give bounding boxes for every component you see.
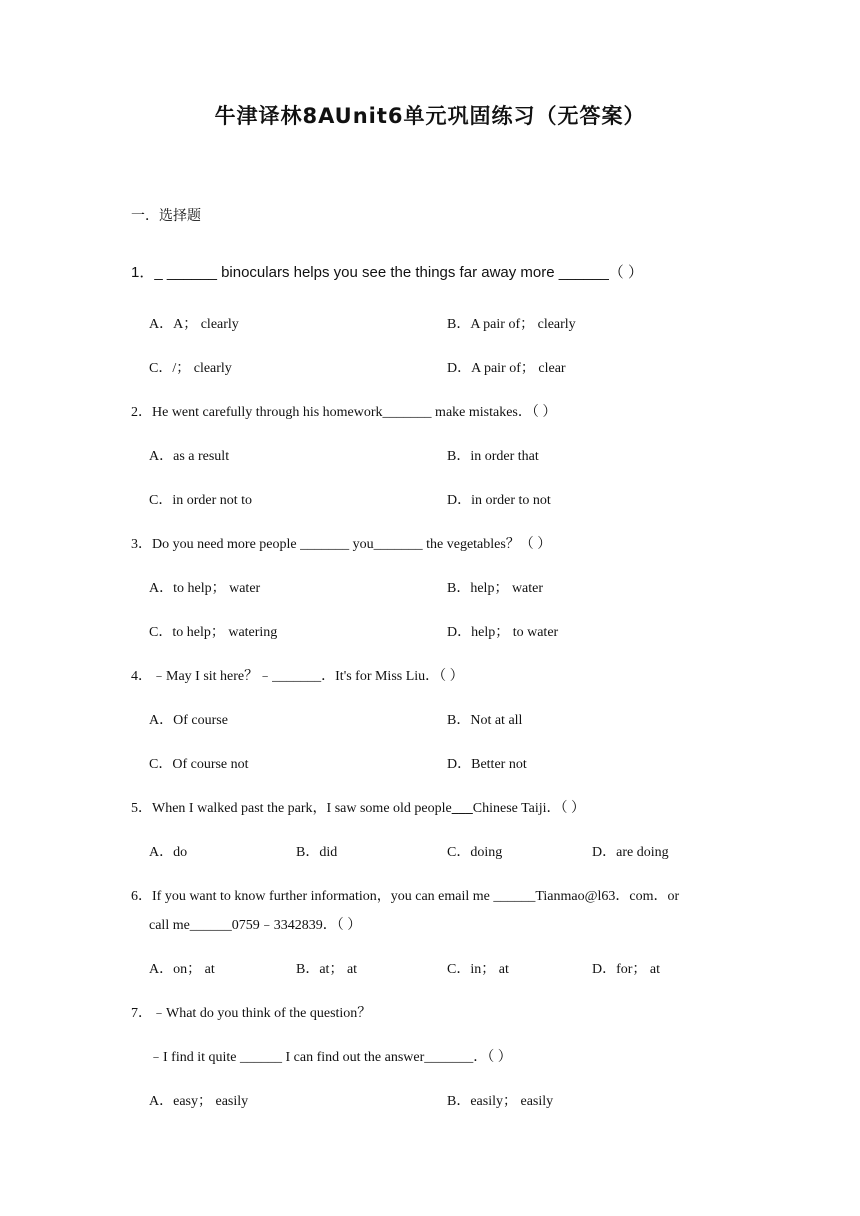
question-6-option-a: A．on； at xyxy=(149,962,215,977)
question-4-option-d: D．Better not xyxy=(447,757,527,772)
question-2-option-a: A．as a result xyxy=(149,449,230,464)
question-1-option-d: D．A pair of； clear xyxy=(447,361,566,376)
question-3-option-d: D．help； to water xyxy=(447,625,559,640)
question-2-option-c: C．in order not to xyxy=(149,493,253,508)
question-7-stem-line-2: ﹣I find it quite ______ I can find out the answer_______．（ ） xyxy=(149,1050,512,1065)
question-4-option-c: C．Of course not xyxy=(149,757,249,772)
section-heading: 一．选择题 xyxy=(131,208,201,224)
question-7-stem: 7．﹣What do you think of the question？ xyxy=(131,1006,372,1021)
question-6-option-c: C．in； at xyxy=(447,962,509,977)
question-4-stem: 4．﹣May I sit here？﹣_______．It's for Miss Liu．（ ） xyxy=(131,669,464,684)
question-6-stem: 6．If you want to know further information，you can email me ______Tianmao@l63．com．or xyxy=(131,889,680,904)
page-title: 牛津译林8AUnit6单元巩固练习（无答案） xyxy=(214,104,646,128)
question-5-stem-after: Chinese Taiji．（ ） xyxy=(472,801,586,816)
question-2-option-b: B．in order that xyxy=(447,449,539,464)
question-7-option-a: A．easy； easily xyxy=(149,1094,249,1109)
question-5-option-d: D．are doing xyxy=(592,845,669,860)
question-5-option-a: A．do xyxy=(149,845,188,860)
question-3-option-b: B．help； water xyxy=(447,581,544,596)
question-5-blank: ___ xyxy=(451,801,473,816)
question-5-stem-before: 5．When I walked past the park，I saw some old people xyxy=(131,801,452,816)
question-5-option-b: B．did xyxy=(296,845,338,860)
question-1-stem: 1．_ ______ binoculars helps you see the things far away more ______（ ） xyxy=(131,264,643,281)
question-2-stem: 2．He went carefully through his homework_______ make mistakes．（ ） xyxy=(131,405,557,420)
question-4-option-b: B．Not at all xyxy=(447,713,523,728)
question-3-option-c: C．to help； watering xyxy=(149,625,278,640)
question-6-option-d: D．for； at xyxy=(592,962,661,977)
question-3-stem: 3．Do you need more people _______ you_______ the vegetables？（ ） xyxy=(131,537,552,552)
question-5-stem xyxy=(131,797,585,817)
question-3-option-a: A．to help； water xyxy=(149,581,261,596)
question-5-option-c: C．doing xyxy=(447,845,503,860)
question-1-option-b: B．A pair of； clearly xyxy=(447,317,576,332)
question-6-option-b: B．at； at xyxy=(296,962,358,977)
question-1-option-c: C．/； clearly xyxy=(149,361,232,376)
question-6-stem-line-2: call me______0759﹣3342839．（ ） xyxy=(149,918,362,933)
question-1-option-a: A．A； clearly xyxy=(149,317,239,332)
question-4-option-a: A．Of course xyxy=(149,713,228,728)
question-2-option-d: D．in order to not xyxy=(447,493,551,508)
question-7-option-b: B．easily； easily xyxy=(447,1094,554,1109)
